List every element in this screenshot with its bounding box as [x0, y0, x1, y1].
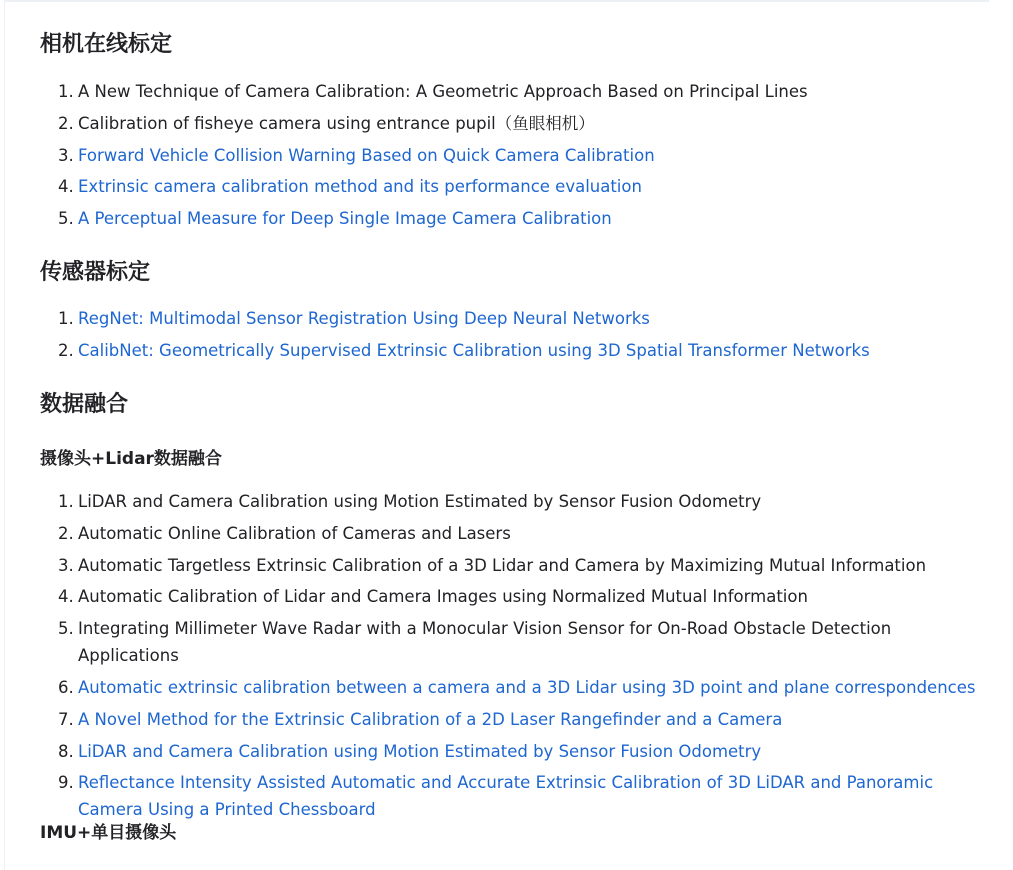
list-item — [40, 674, 990, 701]
list-number: 2. — [58, 113, 74, 133]
list-item — [40, 110, 990, 137]
list-item — [40, 615, 990, 669]
subheading-imu-monocular-camera: IMU+单目摄像头 — [40, 823, 177, 843]
list-item — [40, 173, 990, 200]
section-heading-camera-online-calibration: 相机在线标定 — [40, 32, 173, 57]
list-number: 3. — [58, 555, 74, 575]
list-item — [40, 552, 990, 579]
top-border — [4, 0, 989, 2]
list-number: 5. — [58, 619, 74, 639]
list-number: 7. — [58, 709, 74, 729]
paper-title: Automatic Online Calibration of Cameras and Lasers — [78, 523, 511, 543]
list-number: 5. — [58, 209, 74, 229]
paper-title: LiDAR and Camera Calibration using Motion Estimated by Sensor Fusion Odometry — [78, 492, 762, 511]
list-item — [40, 305, 990, 332]
list-camera-lidar-fusion — [40, 488, 990, 828]
paper-title: Automatic Calibration of Lidar and Camera Images using Normalized Mutual Information — [78, 587, 808, 607]
list-number: 1. — [58, 309, 74, 328]
list-item — [40, 769, 990, 823]
list-camera-online-calibration — [40, 78, 990, 237]
list-number: 2. — [58, 523, 74, 543]
list-item — [40, 205, 990, 232]
list-number: 1. — [58, 492, 74, 511]
list-item — [40, 583, 990, 610]
paper-link[interactable]: Extrinsic camera calibration method and its performance evaluation — [78, 177, 642, 197]
paper-title: Automatic Targetless Extrinsic Calibration of a 3D Lidar and Camera by Maximizing Mutual Information — [78, 555, 927, 575]
list-item — [40, 488, 990, 515]
paper-link[interactable]: A Perceptual Measure for Deep Single Image Camera Calibration — [78, 209, 612, 229]
list-sensor-calibration — [40, 305, 990, 369]
list-item — [40, 142, 990, 169]
paper-link[interactable]: Forward Vehicle Collision Warning Based on Quick Camera Calibration — [78, 145, 655, 165]
list-number: 2. — [58, 340, 74, 360]
list-item — [40, 738, 990, 765]
section-heading-sensor-calibration: 传感器标定 — [40, 260, 151, 285]
subheading-camera-lidar-fusion: 摄像头+Lidar数据融合 — [40, 449, 222, 469]
section-heading-data-fusion: 数据融合 — [40, 392, 129, 417]
list-item — [40, 520, 990, 547]
paper-link[interactable]: Reflectance Intensity Assisted Automatic and Accurate Extrinsic Calibration of 3D LiDAR and Panoramic Camera Using a Printed Chessboard — [78, 773, 934, 820]
left-border — [4, 0, 5, 870]
paper-link[interactable]: CalibNet: Geometrically Supervised Extrinsic Calibration using 3D Spatial Transformer Networks — [78, 340, 870, 360]
list-number: 9. — [58, 773, 74, 793]
list-item — [40, 337, 990, 364]
list-number: 8. — [58, 741, 74, 761]
list-number: 6. — [58, 677, 74, 697]
list-number: 4. — [58, 587, 74, 607]
list-number: 1. — [58, 82, 74, 101]
paper-title: Calibration of fisheye camera using entrance pupil（鱼眼相机） — [78, 113, 595, 133]
paper-link[interactable]: LiDAR and Camera Calibration using Motion Estimated by Sensor Fusion Odometry — [78, 741, 762, 761]
paper-title: A New Technique of Camera Calibration: A Geometric Approach Based on Principal Lines — [78, 82, 808, 101]
list-number: 3. — [58, 145, 74, 165]
list-item — [40, 706, 990, 733]
paper-link[interactable]: RegNet: Multimodal Sensor Registration Using Deep Neural Networks — [78, 309, 650, 328]
paper-title: Integrating Millimeter Wave Radar with a Monocular Vision Sensor for On-Road Obstacle Detection Applications — [78, 619, 892, 666]
list-number: 4. — [58, 177, 74, 197]
paper-link[interactable]: A Novel Method for the Extrinsic Calibration of a 2D Laser Rangefinder and a Camera — [78, 709, 783, 729]
list-item — [40, 78, 990, 105]
paper-link[interactable]: Automatic extrinsic calibration between a camera and a 3D Lidar using 3D point and plane correspondences — [78, 677, 976, 697]
